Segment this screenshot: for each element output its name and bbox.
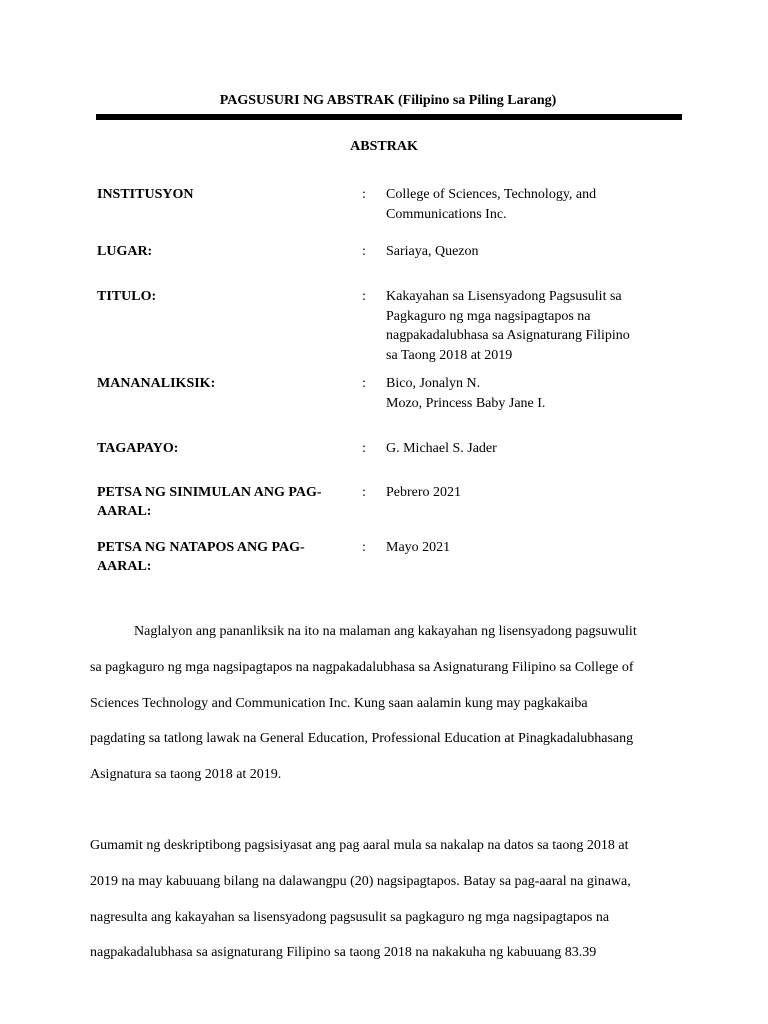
info-colon: :: [362, 244, 366, 259]
info-colon: :: [362, 540, 366, 555]
paragraph-line: nagresulta ang kakayahan sa lisensyadong pagsusulit sa pagkaguro ng mga nagsipagtapos na: [90, 909, 610, 925]
info-value-line: Kakayahan sa Lisensyadong Pagsusulit sa: [386, 289, 622, 304]
paragraph-line: Naglalyon ang pananliksik na ito na malaman ang kakayahan ng lisensyadong pagsuwulit: [134, 624, 637, 639]
paragraph-line: 2019 na may kabuuang bilang na dalawangpu (20) nagsipagtapos. Batay sa pag-aaral na ginawa,: [90, 873, 631, 889]
info-value: [386, 287, 676, 365]
info-value-line: Communications Inc.: [386, 206, 507, 222]
info-label: PETSA NG SINIMULAN ANG PAG-AARAL:: [97, 485, 322, 519]
info-label: MANANALIKSIK:: [97, 376, 216, 391]
paragraph-line: Sciences Technology and Communication Inc. Kung saan aalamin kung may pagkakaiba: [90, 695, 588, 711]
info-value-line: Pebrero 2021: [386, 485, 462, 500]
info-colon: :: [362, 485, 366, 500]
info-value-line: sa Taong 2018 at 2019: [386, 347, 513, 363]
info-label: TITULO:: [97, 289, 157, 304]
info-value: [386, 185, 676, 224]
info-value-line: Mayo 2021: [386, 540, 451, 555]
info-value: [386, 483, 676, 503]
info-label: INSTITUSYON: [97, 187, 194, 202]
info-value-line: Pagkaguro ng mga nagsipagtapos na: [386, 308, 591, 324]
section-title: ABSTRAK: [350, 139, 418, 154]
document-header-title: PAGSUSURI NG ABSTRAK (Filipino sa Piling Larang): [219, 93, 557, 108]
info-value: [386, 242, 676, 262]
info-label: LUGAR:: [97, 244, 153, 259]
info-value: [386, 538, 676, 558]
info-value-line: G. Michael S. Jader: [386, 441, 497, 456]
paragraph-line: pagdating sa tatlong lawak na General Education, Professional Education at Pinagkadalubhasang: [90, 731, 634, 747]
info-value-line: Sariaya, Quezon: [386, 244, 479, 259]
abstract-paragraph-1: [90, 614, 690, 793]
paragraph-line: Gumamit ng deskriptibong pagsisiyasat ang pag aaral mula sa nakalap na datos sa taong 2018 at: [90, 838, 629, 853]
info-value: [386, 439, 676, 459]
paragraph-line: sa pagkaguro ng mga nagsipagtapos na nagpakadalubhasa sa Asignaturang Filipino sa College of: [90, 659, 634, 675]
info-colon: :: [362, 289, 366, 304]
info-colon: :: [362, 187, 366, 202]
info-value-line: Bico, Jonalyn N.: [386, 376, 481, 391]
header-rule-divider: [96, 114, 682, 120]
info-value-line: nagpakadalubhasa sa Asignaturang Filipino: [386, 328, 630, 343]
info-value-line: College of Sciences, Technology, and: [386, 187, 597, 202]
paragraph-line: nagpakadalubhasa sa asignaturang Filipino sa taong 2018 na nakakuha ng kabuuang 83.39: [90, 945, 597, 961]
info-colon: :: [362, 376, 366, 391]
info-value: [386, 374, 676, 413]
info-label: TAGAPAYO:: [97, 441, 179, 456]
info-value-line: Mozo, Princess Baby Jane I.: [386, 395, 546, 411]
paragraph-line: Asignatura sa taong 2018 at 2019.: [90, 767, 282, 783]
abstract-paragraph-2: [90, 828, 690, 971]
info-colon: :: [362, 441, 366, 456]
info-label: PETSA NG NATAPOS ANG PAG-AARAL:: [97, 540, 305, 574]
